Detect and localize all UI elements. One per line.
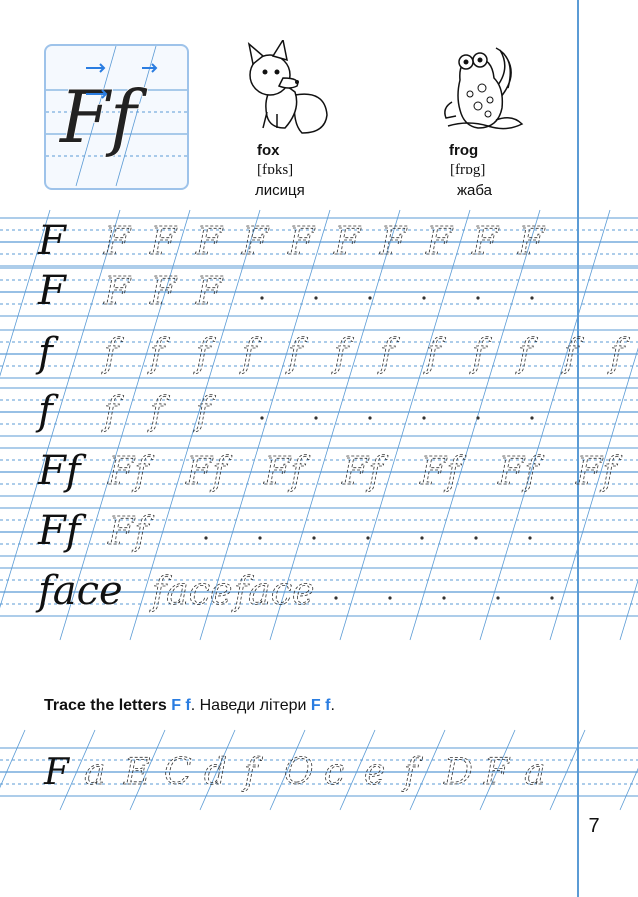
trace-letter: f (196, 331, 211, 375)
trace-letter: f (244, 752, 258, 793)
trace-letter: f (104, 389, 119, 433)
instruction-letters1: F f (171, 697, 191, 714)
trace-letter: F (104, 219, 131, 263)
vocab-translation-fox: лисиця (255, 182, 305, 199)
model-letter: F (44, 752, 69, 793)
trace-letter: Ff (108, 509, 149, 553)
vocab-transcription-fox: [fɒks] (257, 162, 294, 178)
model-letter: f (38, 330, 53, 376)
trace-letter: F (380, 219, 407, 263)
vocab-translation-frog: жаба (457, 182, 492, 199)
vocab-word-fox: fox (257, 142, 280, 159)
trace-letter: F (518, 219, 545, 263)
model-letter: F (38, 218, 66, 264)
trace-letter: D (444, 752, 473, 793)
trace-letter: F (472, 219, 499, 263)
trace-letter: face (234, 569, 315, 613)
vocab-word-frog: frog (449, 142, 479, 159)
trace-letter: f (196, 389, 211, 433)
model-letter: f (38, 388, 53, 434)
trace-letter: F (196, 269, 223, 313)
instruction-part3: . (330, 697, 335, 714)
trace-letter: F (150, 269, 177, 313)
trace-letter: f (104, 331, 119, 375)
instruction-letters2: F f (310, 697, 331, 714)
trace-letter: O (284, 752, 314, 793)
trace-letter: F (426, 219, 453, 263)
trace-letter: Ff (186, 449, 227, 493)
trace-letter: f (404, 752, 418, 793)
instruction-part2: . Наведи літери (190, 697, 307, 714)
trace-letter: F (484, 752, 509, 793)
trace-letter: Ff (342, 449, 383, 493)
trace-letter: e (364, 752, 386, 793)
trace-letter: F (196, 219, 223, 263)
trace-letter: d (204, 752, 228, 793)
card-letters: Ff (60, 75, 137, 159)
model-letter: Ff (38, 508, 81, 554)
trace-letter: Ff (498, 449, 539, 493)
trace-letter: f (242, 331, 257, 375)
trace-letter: Ff (264, 449, 305, 493)
trace-letter: Ff (420, 449, 461, 493)
trace-letter: f (150, 389, 165, 433)
trace-letter: F (150, 219, 177, 263)
trace-letter: F (334, 219, 361, 263)
trace-letter: Ff (108, 449, 149, 493)
trace-letter: f (334, 331, 349, 375)
model-letter: face (38, 568, 123, 614)
trace-letter: f (610, 331, 625, 375)
trace-letter: C (164, 752, 192, 793)
trace-letter: a (524, 752, 546, 793)
trace-letter: a (84, 752, 106, 793)
page-number: 7 (588, 815, 600, 837)
trace-letter: f (150, 331, 165, 375)
vocab-transcription-frog: [frɒg] (450, 162, 486, 178)
model-letter: F (38, 268, 66, 314)
trace-letter: F (242, 219, 269, 263)
trace-letter: E (124, 752, 151, 793)
trace-letter: face (152, 569, 233, 613)
trace-letter: F (288, 219, 315, 263)
trace-letter: F (104, 269, 131, 313)
instruction-part1: Trace the letters (44, 697, 167, 714)
trace-letter: f (518, 331, 533, 375)
trace-letter: Ff (576, 449, 617, 493)
trace-letter: c (324, 752, 345, 793)
trace-letter: f (380, 331, 395, 375)
trace-letter: f (426, 331, 441, 375)
trace-letter: f (288, 331, 303, 375)
trace-letter: f (564, 331, 579, 375)
trace-letter: f (472, 331, 487, 375)
model-letter: Ff (38, 448, 81, 494)
